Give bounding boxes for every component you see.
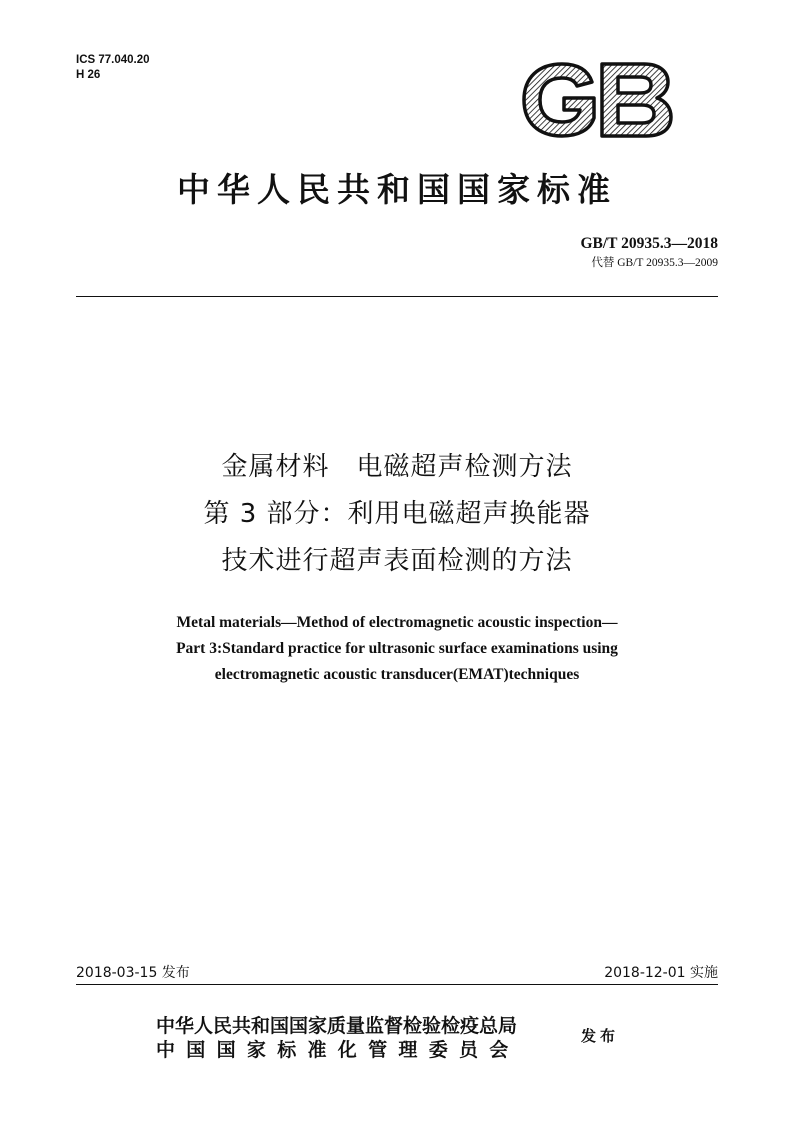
- classification-codes: [76, 53, 150, 83]
- chinese-title-line-1: 金属材料 电磁超声检测方法: [221, 452, 573, 482]
- english-title-line-3: electromagnetic acoustic transducer(EMAT)techniques: [214, 666, 580, 683]
- issue-date: 2018-03-15 发布: [76, 965, 190, 981]
- gb-logo: [520, 60, 675, 140]
- publish-label: 发布: [581, 1027, 620, 1045]
- publisher-sac: 中国国家标准化管理委员会: [156, 1039, 520, 1061]
- header-divider: [76, 296, 718, 297]
- publishing-organizations: [156, 1014, 520, 1062]
- ics-code: ICS 77.040.20: [76, 54, 150, 66]
- english-title: [0, 610, 794, 688]
- english-title-line-2: Part 3:Standard practice for ultrasonic surface examinations using: [176, 640, 618, 657]
- gb-emblem-icon: [520, 60, 675, 140]
- national-standard-title: 中华人民共和国国家标准: [177, 170, 617, 209]
- english-title-line-1: Metal materials—Method of electromagnetic acoustic inspection—: [176, 614, 618, 631]
- implementation-date: 2018-12-01 实施: [604, 965, 718, 981]
- publisher-aqsiq: 中华人民共和国国家质量监督检验检疫总局: [156, 1015, 518, 1037]
- standard-number: GB/T 20935.3—2018: [580, 235, 718, 252]
- replaces-standard: 代替 GB/T 20935.3—2009: [591, 257, 718, 269]
- standard-number-block: [580, 235, 718, 270]
- chinese-title-line-2: 第 3 部分：利用电磁超声换能器: [203, 499, 591, 529]
- ccs-code: H 26: [76, 69, 101, 81]
- chinese-title: [0, 444, 794, 585]
- chinese-title-line-3: 技术进行超声表面检测的方法: [221, 546, 573, 576]
- footer-divider: [76, 984, 718, 985]
